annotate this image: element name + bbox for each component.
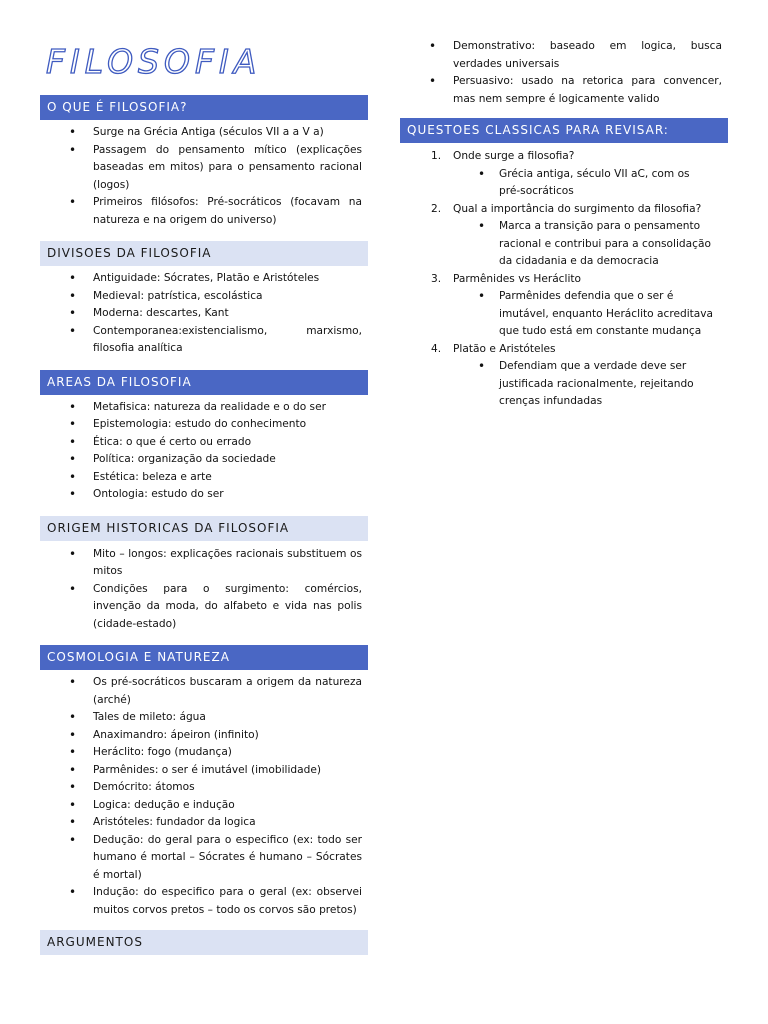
question-item bbox=[400, 201, 728, 271]
question-number: 2. bbox=[431, 202, 442, 215]
section-heading: QUESTOES CLASSICAS PARA REVISAR: bbox=[400, 118, 728, 143]
section-areas bbox=[40, 370, 368, 504]
list-item: • Logica: dedução e indução bbox=[40, 797, 368, 815]
section-heading: COSMOLOGIA E NATUREZA bbox=[40, 645, 368, 670]
questions-list bbox=[400, 148, 728, 411]
section-divisoes bbox=[40, 241, 368, 358]
section-heading: ARGUMENTOS bbox=[40, 930, 368, 955]
page-title: FILOSOFIA bbox=[46, 42, 262, 81]
list-item: • Passagem do pensamento mítico (explicações baseadas em mitos) para o pensamento racional (logos) bbox=[40, 142, 368, 195]
question-text: Parmênides vs Heráclito bbox=[453, 272, 582, 285]
list-item: • Demonstrativo: baseado em logica, busca verdades universais bbox=[400, 38, 728, 73]
list-item: • Epistemologia: estudo do conhecimento bbox=[40, 416, 368, 434]
section-heading: AREAS DA FILOSOFIA bbox=[40, 370, 368, 395]
list-item: • Estética: beleza e arte bbox=[40, 469, 368, 487]
section-cosmologia bbox=[40, 645, 368, 919]
question-text: Onde surge a filosofia? bbox=[453, 150, 575, 162]
question-number: 1. bbox=[431, 150, 442, 162]
question-item bbox=[400, 341, 728, 411]
answer-item: • Parmênides defendia que o ser é imutável, enquanto Heráclito acreditava que tudo está em constante mudança bbox=[453, 288, 728, 341]
answer-item: • Marca a transição para o pensamento racional e contribui para a consolidação da cidadania e da democracia bbox=[453, 218, 728, 271]
list-item: • Anaximandro: ápeiron (infinito) bbox=[40, 727, 368, 745]
list-item: • Heráclito: fogo (mudança) bbox=[40, 744, 368, 762]
section-origem bbox=[40, 516, 368, 634]
list-item: • Ética: o que é certo ou errado bbox=[40, 434, 368, 452]
right-column bbox=[400, 38, 728, 411]
question-item bbox=[400, 271, 728, 341]
question-text: Qual a importância do surgimento da filosofia? bbox=[453, 202, 702, 215]
list-item: • Mito – longos: explicações racionais substituem os mitos bbox=[40, 546, 368, 581]
list-item: • Contemporanea:existencialismo, marxismo, filosofia analítica bbox=[40, 323, 368, 358]
section-heading: O QUE É FILOSOFIA? bbox=[40, 95, 368, 120]
list-item: • Ontologia: estudo do ser bbox=[40, 486, 368, 504]
list-item: • Parmênides: o ser é imutável (imobilidade) bbox=[40, 762, 368, 780]
list-item: • Persuasivo: usado na retorica para convencer, mas nem sempre é logicamente valido bbox=[400, 73, 728, 108]
left-column bbox=[40, 95, 368, 955]
question-item bbox=[400, 148, 728, 201]
question-text: Platão e Aristóteles bbox=[453, 342, 556, 355]
list-item: • Política: organização da sociedade bbox=[40, 451, 368, 469]
answer-item: • Defendiam que a verdade deve ser justificada racionalmente, rejeitando crenças infundadas bbox=[453, 358, 728, 411]
list-item: • Demócrito: átomos bbox=[40, 779, 368, 797]
list-item: • Surge na Grécia Antiga (séculos VII a a V a) bbox=[40, 124, 368, 142]
list-item: • Indução: do especifico para o geral (ex: observei muitos corvos pretos – todo os corvos são pretos) bbox=[40, 884, 368, 919]
list-item: • Condições para o surgimento: comércios, invenção da moda, do alfabeto e vida nas polis (cidade-estado) bbox=[40, 581, 368, 634]
list-item: • Dedução: do geral para o especifico (ex: todo ser humano é mortal – Sócrates é humano – Sócrates é mortal) bbox=[40, 832, 368, 885]
list-item: • Aristóteles: fundador da logica bbox=[40, 814, 368, 832]
question-number: 3. bbox=[431, 272, 442, 285]
section-argumentos bbox=[40, 930, 368, 955]
section-heading: ORIGEM HISTORICAS DA FILOSOFIA bbox=[40, 516, 368, 541]
list-item: • Moderna: descartes, Kant bbox=[40, 305, 368, 323]
answer-item: • Grécia antiga, século VII aC, com os pré-socráticos bbox=[453, 166, 728, 201]
list-item: • Os pré-socráticos buscaram a origem da natureza (arché) bbox=[40, 674, 368, 709]
question-number: 4. bbox=[431, 342, 442, 355]
list-item: • Antiguidade: Sócrates, Platão e Aristóteles bbox=[40, 270, 368, 288]
list-item: • Metafisica: natureza da realidade e o do ser bbox=[40, 399, 368, 417]
list-item: • Primeiros filósofos: Pré-socráticos (focavam na natureza e na origem do universo) bbox=[40, 194, 368, 229]
list-item: • Tales de mileto: água bbox=[40, 709, 368, 727]
section-o-que-e-filosofia bbox=[40, 95, 368, 229]
section-heading: DIVISOES DA FILOSOFIA bbox=[40, 241, 368, 266]
list-item: • Medieval: patrística, escolástica bbox=[40, 288, 368, 306]
